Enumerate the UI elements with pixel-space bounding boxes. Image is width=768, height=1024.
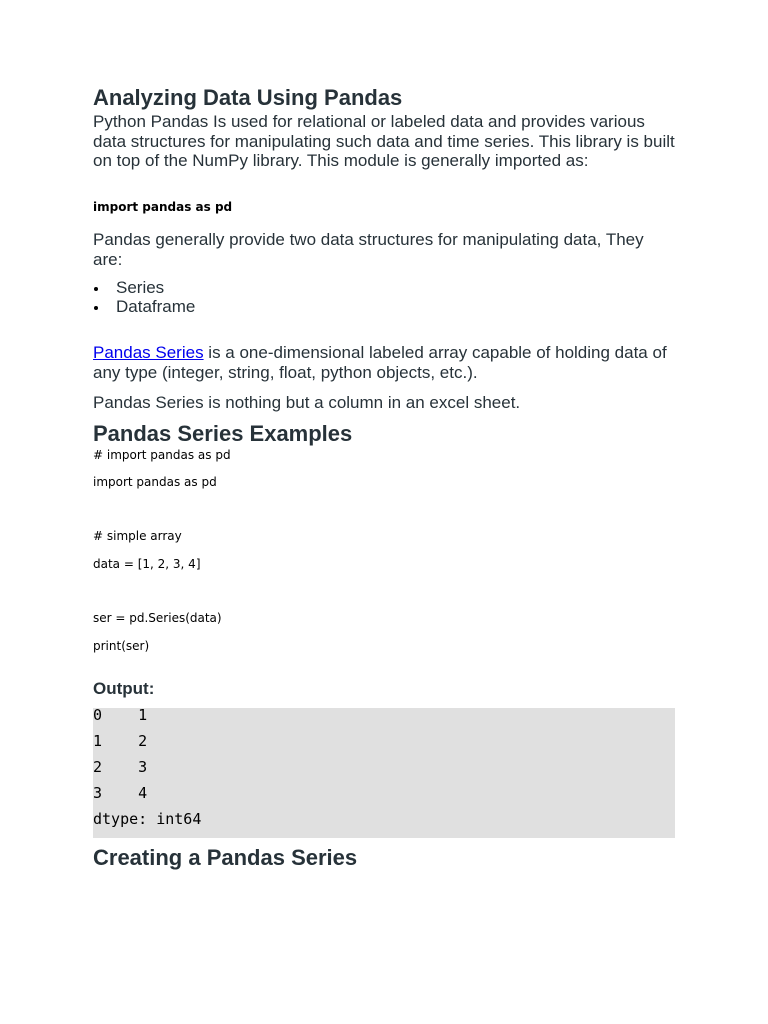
code-line: # simple array [93, 529, 182, 544]
intro-paragraph: Python Pandas Is used for relational or labeled data and provides various data structures for manipulating such data and time series. This library is built on top of the NumPy library. This module is generally imported as: [93, 112, 675, 170]
series-definition-text: is a one-dimensional labeled array capable of holding data of any type (integer, string, float, python objects, etc.). [93, 342, 667, 382]
output-line: dtype: int64 [93, 809, 202, 828]
output-line: 3 4 [93, 783, 148, 802]
creating-series-heading: Creating a Pandas Series [93, 844, 358, 870]
code-line [93, 583, 675, 610]
output-line: 0 1 [93, 705, 148, 724]
series-note: Pandas Series is nothing but a column in an excel sheet. [93, 392, 521, 412]
code-line: import pandas as pd [93, 474, 217, 489]
output-line: 1 2 [93, 731, 148, 750]
code-line: # import pandas as pd [93, 447, 231, 462]
series-definition [93, 343, 675, 383]
output-label: Output: [93, 678, 155, 698]
code-line: data = [1, 2, 3, 4] [93, 556, 201, 571]
output-line: 2 3 [93, 757, 148, 776]
code-line [93, 501, 675, 528]
pandas-series-link[interactable]: Pandas Series [93, 342, 204, 362]
code-line: print(ser) [93, 638, 150, 653]
structures-intro: Pandas generally provide two data structures for manipulating data, They are: [93, 229, 644, 269]
article-title: Analyzing Data Using Pandas [93, 85, 403, 110]
article [93, 84, 675, 871]
import-statement: import pandas as pd [93, 199, 233, 214]
code-block [93, 447, 675, 665]
list-item: Dataframe [116, 297, 675, 316]
structures-list [93, 278, 675, 316]
code-line: ser = pd.Series(data) [93, 611, 222, 626]
examples-heading: Pandas Series Examples [93, 420, 353, 446]
output-block [93, 705, 675, 838]
list-item: Series [116, 278, 675, 297]
